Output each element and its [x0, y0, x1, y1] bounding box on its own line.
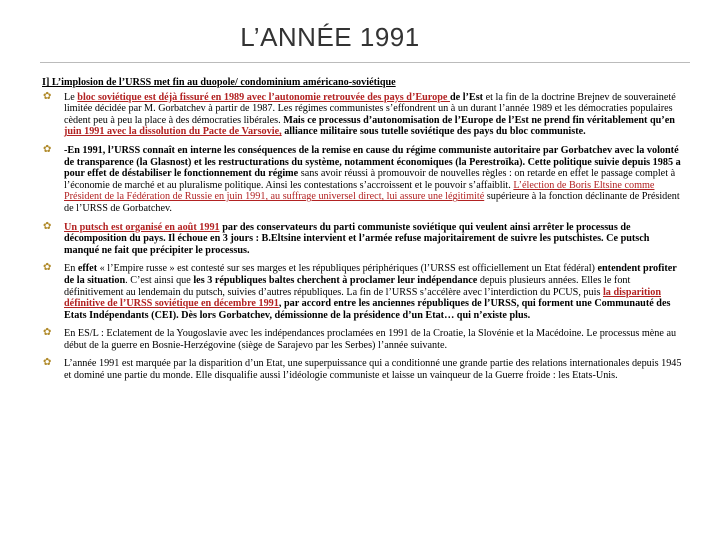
slide-title: L’ANNÉE 1991: [240, 22, 420, 52]
spiral-bullet-icon: ✿: [43, 143, 52, 155]
list-item: ✿ L’année 1991 est marquée par la disparition d’un Etat, une superpuissance qui a conditionné une grande partie des relations internationales depuis 1945 et dominé une partie du monde. Elle disqualifie aussi l’idéologie communiste et laisse un vainqueur de la Guerre froide : les Etats-Unis.: [43, 357, 682, 382]
spiral-bullet-icon: ✿: [43, 327, 52, 339]
spiral-bullet-icon: ✿: [43, 90, 52, 102]
list-item: ✿ Un putsch est organisé en août 1991 par des conservateurs du parti communiste soviétique qui veulent ainsi arrêter le processus de décomposition du pays. Il échoue en 3 jours : B.Eltsine intervient et l’armée refuse majoritairement de suivre les putschistes. Ce putsch manqué ne fait que précipiter le processus.: [43, 220, 650, 256]
bullet-list: [42, 92, 682, 382]
title-divider: [40, 62, 690, 63]
spiral-bullet-icon: ✿: [43, 220, 52, 232]
list-item: ✿ En effet « l’Empire russe » est contesté sur ses marges et les républiques périphériques (l’URSS est officiellement un Etat fédéral) entendent profiter de la situation. C’est ainsi que les 3 républiques baltes cherchent à proclamer leur indépendance depuis plusieurs années. Elles le font définitivement au lendemain du putsch, suivies d’autres républiques. La fin de l’URSS s’accélère avec l’interdiction du PCUS, puis la disparition définitive de l’URSS soviétique en décembre 1991, par accord entre les anciennes républiques de l’URSS, qui forment une Communauté des Etats Indépendants (CEI). Dès lors Gorbatchev, démissionne de la présidence d’un Etat… qui n’existe plus.: [43, 262, 677, 321]
spiral-bullet-icon: ✿: [43, 357, 52, 369]
spiral-bullet-icon: ✿: [43, 262, 52, 274]
slide-body: [42, 77, 682, 389]
list-item: ✿ Le bloc soviétique est déjà fissuré en 1989 avec l’autonomie retrouvée des pays d’Europe de l’Est et la fin de la doctrine Brejnev de souveraineté limitée décidée par M. Gorbatchev à partir de 1987. Les régimes communistes s’effondrent un à un durant l’année 1989 et les démocraties populaires cèdent peu à peu la place à des démocraties libérales. Mais ce processus d’autonomisation de l’Europe de l’Est ne prend fin véritablement qu’en juin 1991 avec la dissolution du Pacte de Varsovie, alliance militaire sous tutelle soviétique des pays du bloc communiste.: [43, 90, 676, 138]
list-item: ✿ En ES/L : Eclatement de la Yougoslavie avec les indépendances proclamées en 1991 de la Croatie, la Slovénie et la Macédoine. Le processus mène au début de la guerre en Bosnie-Herzégovine (siège de Sarajevo par les Serbes) l’année suivante.: [43, 327, 677, 351]
list-item: ✿ -En 1991, l’URSS connaît en interne les conséquences de la remise en cause du régime communiste autoritaire par Gorbatchev avec la volonté de transparence (la Glasnost) et les restructurations du système, notamment économiques (la Perestroïka). Cette politique suivie depuis 1985 a pour effet de déstabiliser le fonctionnement du régime sans avoir réussi à promouvoir de nouvelles règles : on retarde en effet le passage complet à l’économie de marché et au pluralisme politique. Ainsi les contestations s’accroissent et le pouvoir s’affaiblit. L’élection de Boris Eltsine comme Président de la Fédération de Russie en juin 1991, au suffrage universel direct, lui assure une légitimité supérieure à la fonction déclinante de Président de l’URSS de Gorbatchev.: [43, 143, 681, 214]
section-heading: I] L’implosion de l’URSS met fin au duopole/ condominium américano-soviétique: [42, 77, 396, 88]
